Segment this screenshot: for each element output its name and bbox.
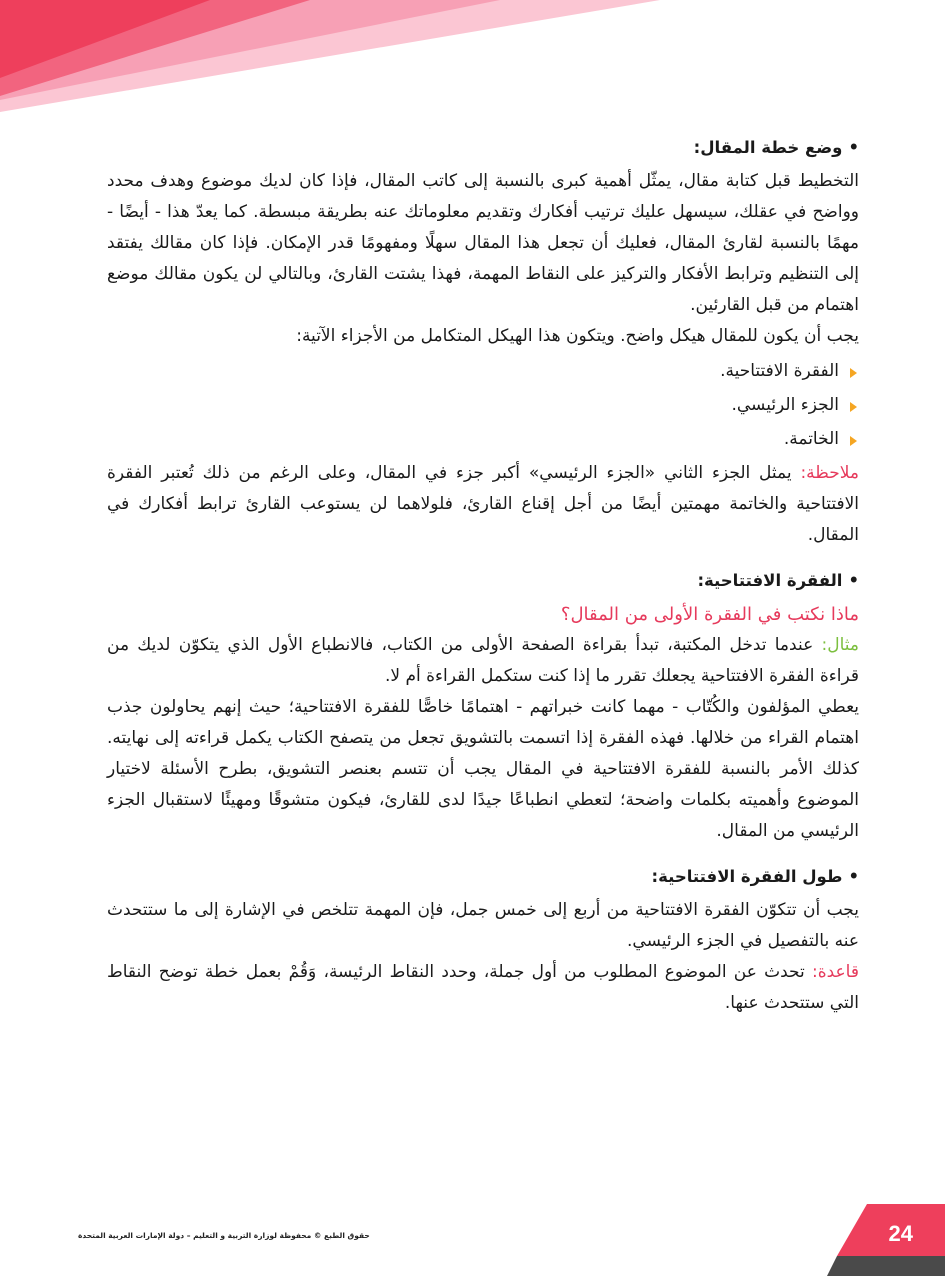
heading-bullet-icon: • [848,867,859,886]
section-heading-opening: •الفقرة الافتتاحية: [107,565,859,596]
section-heading-plan: •وضع خطة المقال: [107,132,859,163]
top-decorative-banner [0,0,945,130]
page-number-tab [815,1204,945,1276]
list-item: الفقرة الافتتاحية. [107,356,859,386]
heading-bullet-icon: • [848,138,859,157]
section-heading-length: •طول الفقرة الافتتاحية: [107,861,859,892]
plan-paragraph-1: التخطيط قبل كتابة مقال، يمثّل أهمية كبرى بالنسبة إلى كاتب المقال، فإذا كان لديك موضوع وهدف محدد وواضح في عقلك، سيسهل عليك ترتيب أفكارك وتقديم معلوماتك عنه بطريقة مبسطة. كما يعدّ هذا - أيضًا - مهمًا بالنسبة لقارئ المقال، فعليك أن تجعل هذا المقال سهلًا ومفهومًا قدر الإمكان. فإذا كان مقالك يفتقد إلى التنظيم وترابط الأفكار والتركيز على النقاط المهمة، فهذا يشتت القارئ، وبالتالي لن يكون مقالك موضع اهتمام من قبل القارئين. [107,171,859,315]
essay-parts-list [107,356,859,454]
example-paragraph: مثال: عندما تدخل المكتبة، تبدأ بقراءة الصفحة الأولى من الكتاب، فالانطباع الأول الذي يتكوّن لديك من قراءة الفقرة الافتتاحية يجعلك تقرر ما إذا كنت ستكمل القراءة أم لا. [107,635,859,686]
triangle-bullet-icon [850,402,857,412]
rule-paragraph: قاعدة: تحدث عن الموضوع المطلوب من أول جملة، وحدد النقاط الرئيسة، وَقُمْ بعمل خطة توضح النقاط التي ستتحدث عنها. [107,962,859,1013]
list-item: الخاتمة. [107,424,859,454]
example-label: مثال: [821,635,859,655]
opening-question: ماذا نكتب في الفقرة الأولى من المقال؟ [560,604,859,625]
rule-label: قاعدة: [811,962,859,982]
copyright-footer: حقوق الطبع © محفوظة لوزارة التربية و التعليم – دولة الإمارات العربية المتحدة [78,1231,370,1240]
triangle-bullet-icon [850,436,857,446]
page-content [107,132,859,1019]
plan-paragraph-2: يجب أن يكون للمقال هيكل واضح. ويتكون هذا الهيكل المتكامل من الأجزاء الآتية: [296,326,859,346]
triangle-bullet-icon [850,368,857,378]
length-paragraph: يجب أن تتكوّن الفقرة الافتتاحية من أربع إلى خمس جمل، فإن المهمة تتلخص في الإشارة إلى ما ستتحدث عنه بالتفصيل في الجزء الرئيسي. [107,900,859,951]
heading-bullet-icon: • [848,571,859,590]
list-item: الجزء الرئيسي. [107,390,859,420]
opening-paragraph: يعطي المؤلفون والكُتّاب - مهما كانت خبراتهم - اهتمامًا خاصًّا للفقرة الافتتاحية؛ حيث إنهم يحاولون جذب اهتمام القراء من خلالها. فهذه الفقرة إذا اتسمت بالتشويق تجعل من يتصفح الكتاب يكمل قراءته إلى نهايته. كذلك الأمر بالنسبة للفقرة الافتتاحية في المقال يجب أن تتسم بعنصر التشويق، بطرح الأسئلة لاختيار الموضوع وأهميته بكلمات واضحة؛ لتعطي انطباعًا جيدًا لدى للقارئ، فيكون متشوقًا ومهيئًا لاستقبال الجزء الرئيسي من المقال. [107,697,859,841]
note-label: ملاحظة: [800,463,859,483]
page-number: 24 [888,1221,913,1246]
note-paragraph: ملاحظة: يمثل الجزء الثاني «الجزء الرئيسي» أكبر جزء في المقال، وعلى الرغم من ذلك تُعتبر الفقرة الافتتاحية والخاتمة مهمتين أيضًا من أجل إقناع القارئ، فلولاهما لن يستوعب القارئ ترابط أفكارك في المقال. [107,463,859,545]
